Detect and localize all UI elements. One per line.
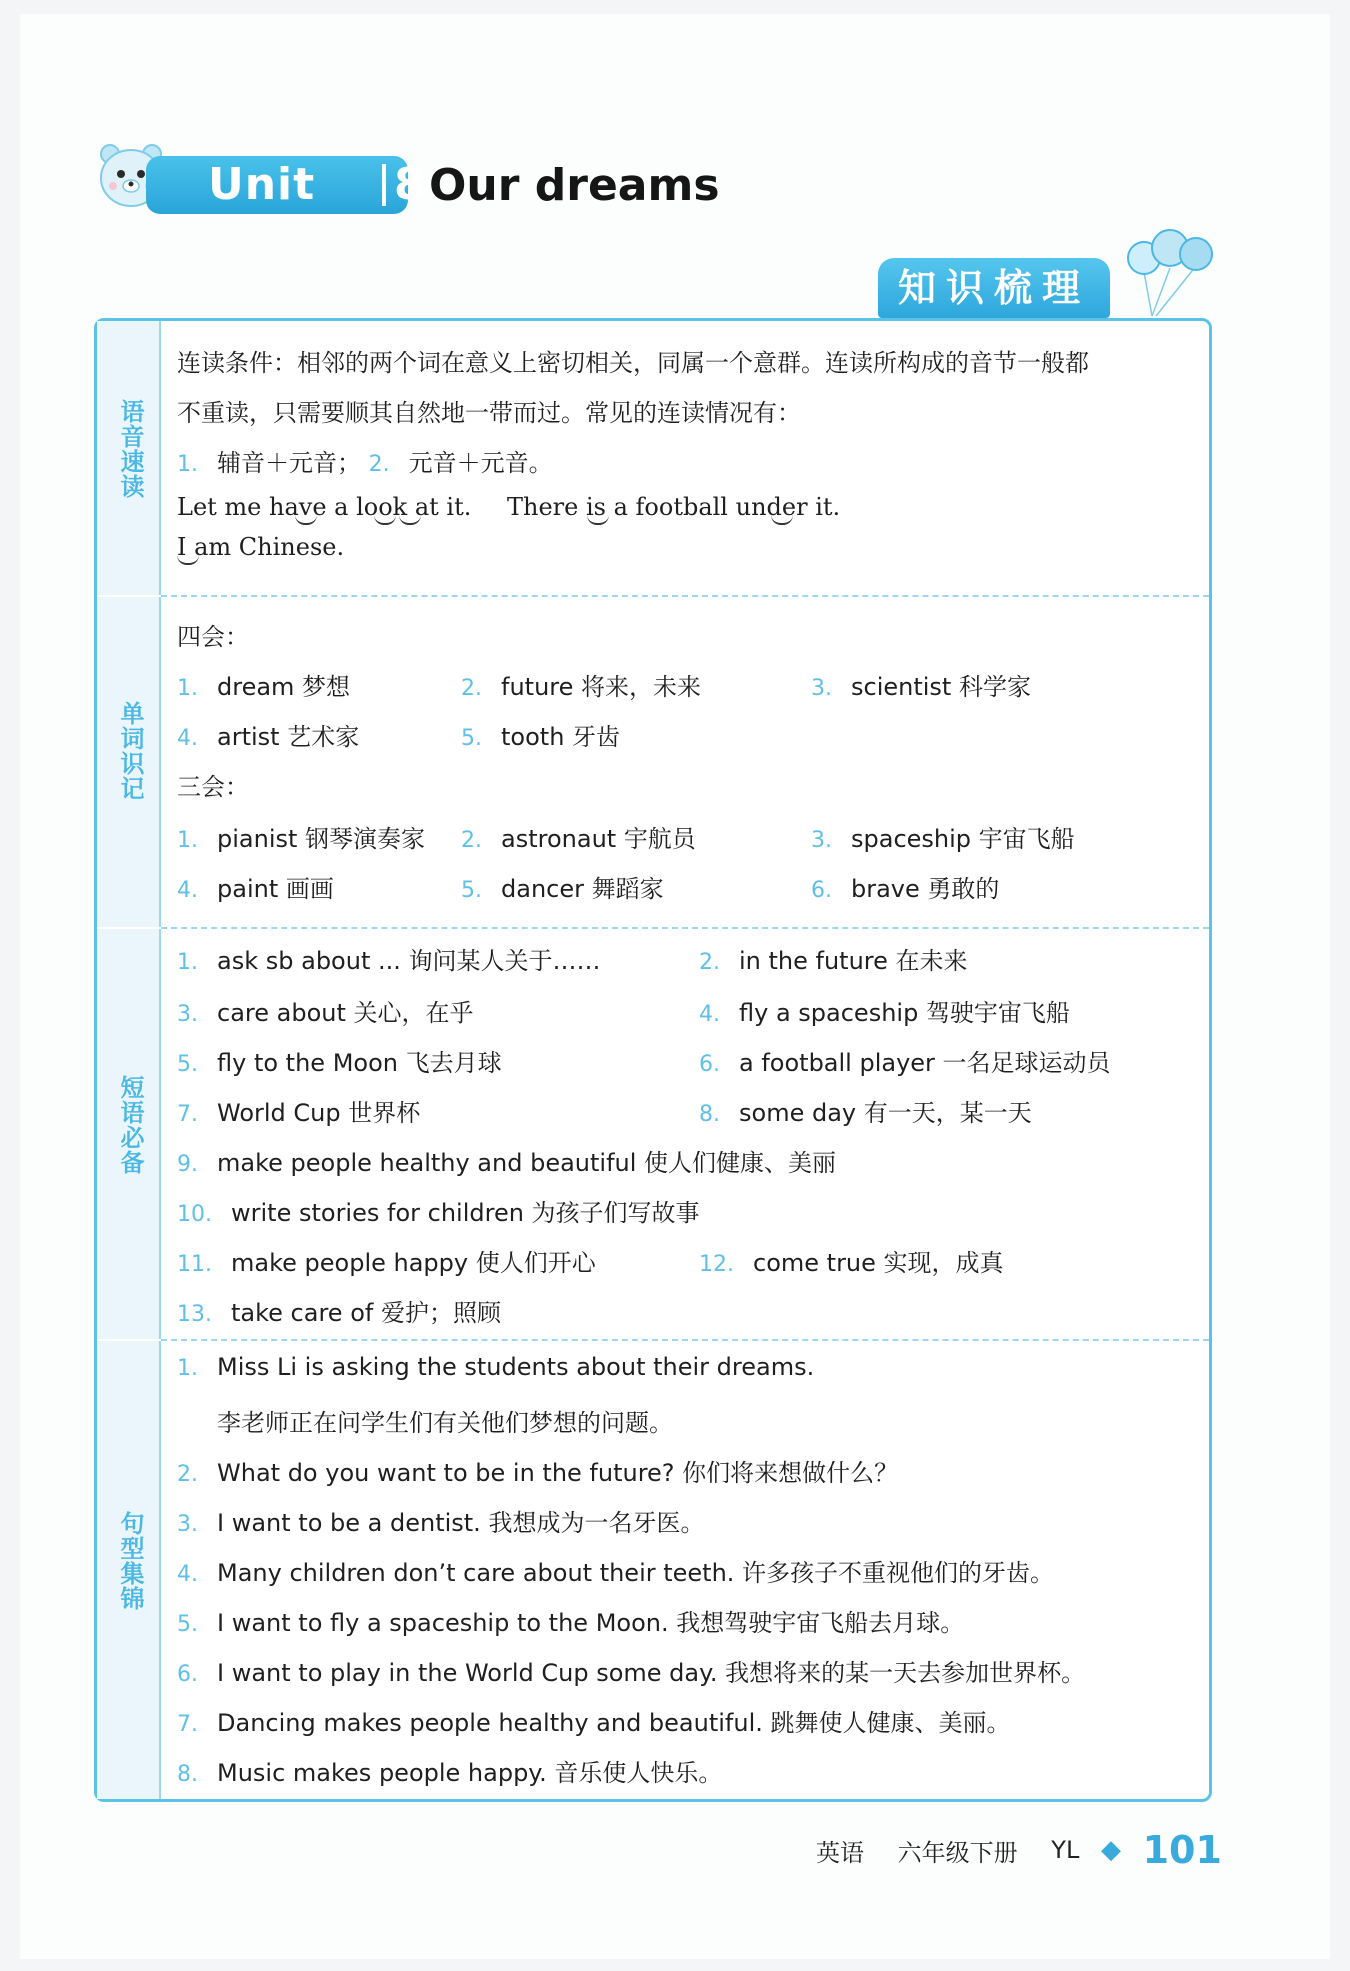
vocab-text: brave 勇敢的 — [851, 875, 1000, 903]
sentence-text: Many children don’t care about their teeth. 许多孩子不重视他们的牙齿。 — [217, 1559, 1055, 1587]
sentence-item — [177, 1703, 1011, 1738]
sentence-number: 6. — [177, 1662, 198, 1687]
unit-number: 8 — [394, 159, 426, 210]
phrase-text: write stories for children 为孩子们写故事 — [231, 1199, 700, 1227]
phrase-item — [177, 1293, 501, 1328]
case-text: 元音＋元音。 — [408, 449, 553, 477]
pronunciation-paragraph-1: 连读条件：相邻的两个词在意义上密切相关，同属一个意群。连读所构成的音节一般都 — [177, 349, 1089, 377]
phrase-item — [699, 993, 1070, 1028]
phrase-item — [177, 1243, 596, 1278]
sidebar-divider — [97, 927, 161, 929]
balloons-icon — [1122, 228, 1222, 318]
linking-arc — [771, 515, 793, 525]
sentence-item — [177, 1503, 704, 1538]
vocab-item — [461, 717, 620, 752]
page-number: 101 — [1142, 1828, 1222, 1872]
vocab-text: future 将来，未来 — [501, 673, 702, 701]
linking-arc — [177, 555, 199, 565]
vocab-number: 2. — [461, 828, 482, 853]
vocab-text: dancer 舞蹈家 — [501, 875, 664, 903]
vocab-text: dream 梦想 — [217, 673, 351, 701]
sidebar-divider — [97, 595, 161, 597]
vocab-number: 1. — [177, 828, 198, 853]
phrase-number: 2. — [699, 950, 720, 975]
section-tag: 知识梳理 — [878, 258, 1110, 318]
vocab-text: tooth 牙齿 — [501, 723, 621, 751]
sentence-number: 7. — [177, 1712, 198, 1737]
case-text: 辅音＋元音； — [217, 449, 361, 477]
sentence-item — [177, 1353, 814, 1381]
phrase-text: fly to the Moon 飞去月球 — [217, 1049, 502, 1077]
phrase-text: make people healthy and beautiful 使人们健康、美丽 — [217, 1149, 837, 1177]
phrase-number: 4. — [699, 1002, 720, 1027]
vocab-text: scientist 科学家 — [851, 673, 1031, 701]
phrase-item — [177, 993, 474, 1028]
pronunciation-cases — [177, 443, 553, 478]
diamond-icon: ◆ — [1100, 1835, 1121, 1865]
sentence-item — [177, 1603, 964, 1638]
phrase-item — [177, 1143, 836, 1178]
phrase-text: make people happy 使人们开心 — [231, 1249, 596, 1277]
sentence-item — [177, 1453, 898, 1488]
case-number: 1. — [177, 452, 198, 477]
sidebar — [97, 321, 161, 1799]
phrase-number: 9. — [177, 1152, 198, 1177]
phrase-text: ask sb about ... 询问某人关于…… — [217, 947, 601, 975]
example-sentence: I am Chinese. — [177, 533, 345, 561]
phrase-number: 11. — [177, 1252, 212, 1277]
sentence-number: 4. — [177, 1562, 198, 1587]
page-footer — [816, 1828, 1222, 1878]
vocab-number: 6. — [811, 878, 832, 903]
vocab-number: 4. — [177, 726, 198, 751]
content-area — [177, 321, 1209, 1799]
vocab-text: spaceship 宇宙飞船 — [851, 825, 1075, 853]
sentence-item — [177, 1753, 722, 1788]
example-sentence: There is a football under it. — [507, 493, 841, 521]
phrase-number: 6. — [699, 1052, 720, 1077]
vocab-item — [177, 819, 425, 854]
sentence-item — [177, 1653, 1085, 1688]
vocab-text: artist 艺术家 — [217, 723, 360, 751]
sentence-text: 李老师正在问学生们有关他们梦想的问题。 — [217, 1409, 673, 1437]
vocab-text: paint 画画 — [217, 875, 334, 903]
phrase-number: 13. — [177, 1302, 212, 1327]
linking-arc — [374, 515, 396, 525]
sentence-item — [177, 1403, 673, 1438]
phrase-text: a football player 一名足球运动员 — [739, 1049, 1111, 1077]
phrase-number: 1. — [177, 950, 198, 975]
linking-arc — [399, 515, 421, 525]
sentence-text: Music makes people happy. 音乐使人快乐。 — [217, 1759, 723, 1787]
phrase-item — [699, 1043, 1111, 1078]
vocab-item — [811, 819, 1075, 854]
phrase-text: fly a spaceship 驾驶宇宙飞船 — [739, 999, 1070, 1027]
phrase-number: 8. — [699, 1102, 720, 1127]
vocab-number: 5. — [461, 726, 482, 751]
phrase-item — [177, 1043, 502, 1078]
vocab-group-title: 三会： — [177, 773, 249, 801]
phrase-text: in the future 在未来 — [739, 947, 968, 975]
case-number: 2. — [368, 452, 390, 477]
vocab-number: 1. — [177, 676, 198, 701]
vocab-group-title: 四会： — [177, 623, 249, 651]
section-label-vocabulary: 单词识记 — [116, 701, 144, 801]
sentence-number: 3. — [177, 1512, 198, 1537]
vocab-item — [461, 667, 701, 702]
vocab-number: 3. — [811, 828, 832, 853]
pronunciation-paragraph-2: 不重读，只需要顺其自然地一带而过。常见的连读情况有： — [177, 399, 801, 427]
vocab-number: 3. — [811, 676, 832, 701]
vocab-number: 2. — [461, 676, 482, 701]
sentence-text: Dancing makes people healthy and beautiful. 跳舞使人健康、美丽。 — [217, 1709, 1011, 1737]
vocab-item — [461, 819, 696, 854]
phrase-item — [177, 1093, 420, 1128]
phrase-number: 5. — [177, 1052, 198, 1077]
phrase-number: 7. — [177, 1102, 198, 1127]
phrase-number: 3. — [177, 1002, 198, 1027]
phrase-item — [177, 1193, 700, 1228]
phrase-text: come true 实现，成真 — [753, 1249, 1004, 1277]
vocab-number: 4. — [177, 878, 198, 903]
knowledge-box — [94, 318, 1212, 1802]
phrase-item — [699, 1093, 1032, 1128]
phrase-text: care about 关心，在乎 — [217, 999, 474, 1027]
section-label-phrases: 短语必备 — [116, 1075, 144, 1175]
phrase-item — [699, 1243, 1004, 1278]
phrase-text: take care of 爱护；照顾 — [231, 1299, 501, 1327]
section-label-sentences: 句型集锦 — [116, 1511, 144, 1611]
sidebar-divider — [97, 1339, 161, 1341]
vocab-item — [811, 667, 1031, 702]
sentence-text: I want to fly a spaceship to the Moon. 我想驾驶宇宙飞船去月球。 — [217, 1609, 965, 1637]
sentence-text: What do you want to be in the future? 你们将来想做什么？ — [217, 1459, 899, 1487]
vocab-item — [177, 717, 359, 752]
vocab-text: astronaut 宇航员 — [501, 825, 696, 853]
phrase-item — [699, 941, 968, 976]
unit-title: Our dreams — [429, 160, 720, 211]
unit-badge — [146, 156, 426, 214]
unit-separator — [382, 164, 386, 206]
sentence-number: 1. — [177, 1356, 198, 1381]
sentence-text: I want to play in the World Cup some day. 我想将来的某一天去参加世界杯。 — [217, 1659, 1086, 1687]
phrase-item — [177, 941, 601, 976]
linking-arc — [587, 515, 609, 525]
sentence-text: Miss Li is asking the students about their dreams. — [217, 1353, 815, 1381]
footer-edition: YL — [1051, 1836, 1080, 1864]
sentence-number: 5. — [177, 1612, 198, 1637]
phrase-number: 10. — [177, 1202, 212, 1227]
unit-word: Unit — [208, 159, 316, 210]
phrase-text: some day 有一天，某一天 — [739, 1099, 1032, 1127]
vocab-item — [177, 869, 334, 904]
vocab-item — [461, 869, 664, 904]
sentence-text: I want to be a dentist. 我想成为一名牙医。 — [217, 1509, 705, 1537]
phrase-number: 12. — [699, 1252, 734, 1277]
sentence-number: 2. — [177, 1462, 198, 1487]
vocab-number: 5. — [461, 878, 482, 903]
linking-arc — [295, 515, 317, 525]
vocab-item — [177, 667, 350, 702]
footer-grade: 六年级下册 — [897, 1838, 1018, 1867]
vocab-item — [811, 869, 999, 904]
sentence-item — [177, 1553, 1054, 1588]
footer-subject: 英语 — [816, 1838, 864, 1867]
vocab-text: pianist 钢琴演奏家 — [217, 825, 426, 853]
sentence-number: 8. — [177, 1762, 198, 1787]
section-label-pronunciation: 语音速读 — [116, 399, 144, 499]
phrase-text: World Cup 世界杯 — [217, 1099, 421, 1127]
example-sentence: Let me have a look at it. — [177, 493, 472, 521]
